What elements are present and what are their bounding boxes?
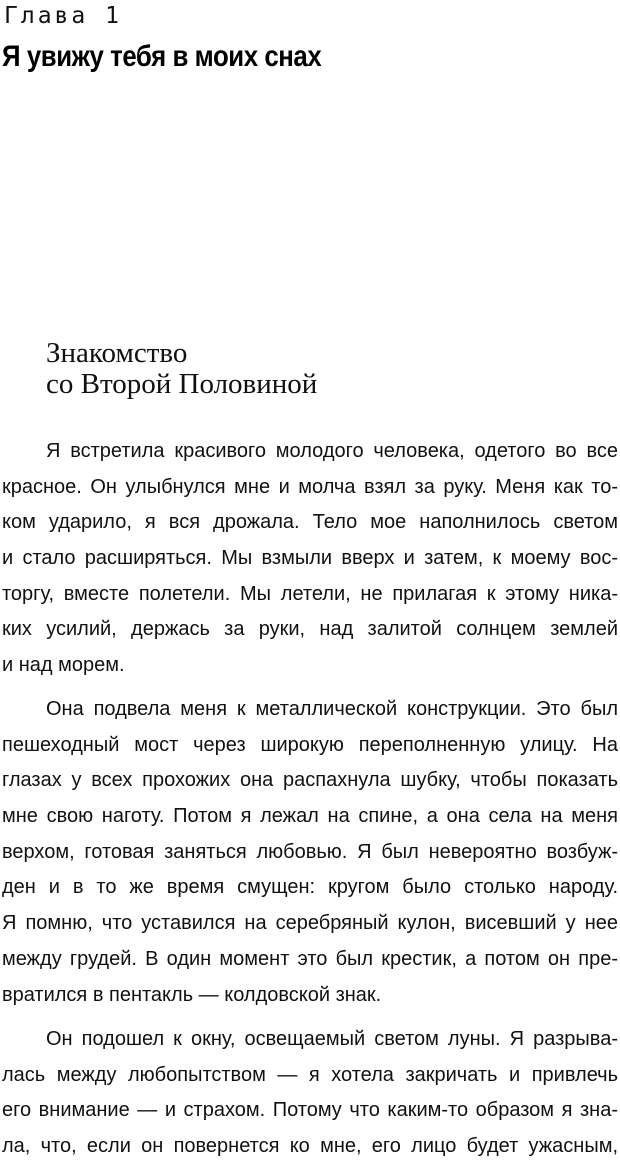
- text-line: торгу, вместе полетели. Мы летели, не прилагая к этому ника-: [2, 582, 618, 605]
- text-line: и стало расширяться. Мы взмыли вверх и затем, к моему вос-: [2, 547, 618, 570]
- text-line: и над морем.: [2, 654, 125, 677]
- text-line: Я помню, что уставился на серебряный кулон, висевший у нее: [2, 912, 618, 935]
- text-line: между грудей. В один момент это был крестик, а потом он пре-: [2, 947, 618, 970]
- text-line: пешеходный мост через широкую переполненную улицу. На: [2, 733, 618, 756]
- text-line: Я встретила красивого молодого человека, одетого во все: [46, 440, 618, 462]
- text-line: ден и в то же время смущен: кругом было столько народу.: [2, 876, 618, 899]
- text-line: лась между любопытством — я хотела закричать и привлечь: [2, 1063, 618, 1086]
- text-line: мне свою наготу. Потом я лежал на спине, а она села на меня: [2, 805, 618, 828]
- paragraph: [2, 434, 618, 684]
- text-line: ких усилий, держась за руки, над залитой солнцем землей: [2, 618, 618, 641]
- text-line: красное. Он улыбнулся мне и молча взял за руку. Меня как то-: [2, 475, 618, 498]
- text-line: Он подошел к окну, освещаемый светом луны. Я разрыва-: [46, 1028, 618, 1050]
- paragraph: [2, 1022, 618, 1165]
- section-heading-line: Знакомство: [46, 337, 188, 369]
- chapter-title: Я увижу тебя в моих снах: [2, 40, 322, 73]
- section-heading-line: со Второй Половиной: [46, 368, 318, 400]
- text-line: глазах у всех прохожих она распахнула шубку, чтобы показать: [2, 769, 618, 792]
- text-line: вратился в пентакль — колдовской знак.: [2, 983, 382, 1006]
- text-line: верхом, готовая заняться любовью. Я был невероятно возбуж-: [2, 840, 618, 863]
- section-heading: [46, 338, 317, 400]
- text-line: его внимание — и страхом. Потому что каким-то образом я зна-: [2, 1099, 618, 1122]
- paragraph: [2, 692, 618, 1013]
- text-line: ком ударило, я вся дрожала. Тело мое наполнилось светом: [2, 511, 618, 534]
- text-line: Она подвела меня к металлической конструкции. Это был: [46, 698, 618, 720]
- text-line: ла, что, если он повернется ко мне, его лицо будет ужасным,: [2, 1135, 618, 1158]
- chapter-label: Глава 1: [4, 3, 122, 29]
